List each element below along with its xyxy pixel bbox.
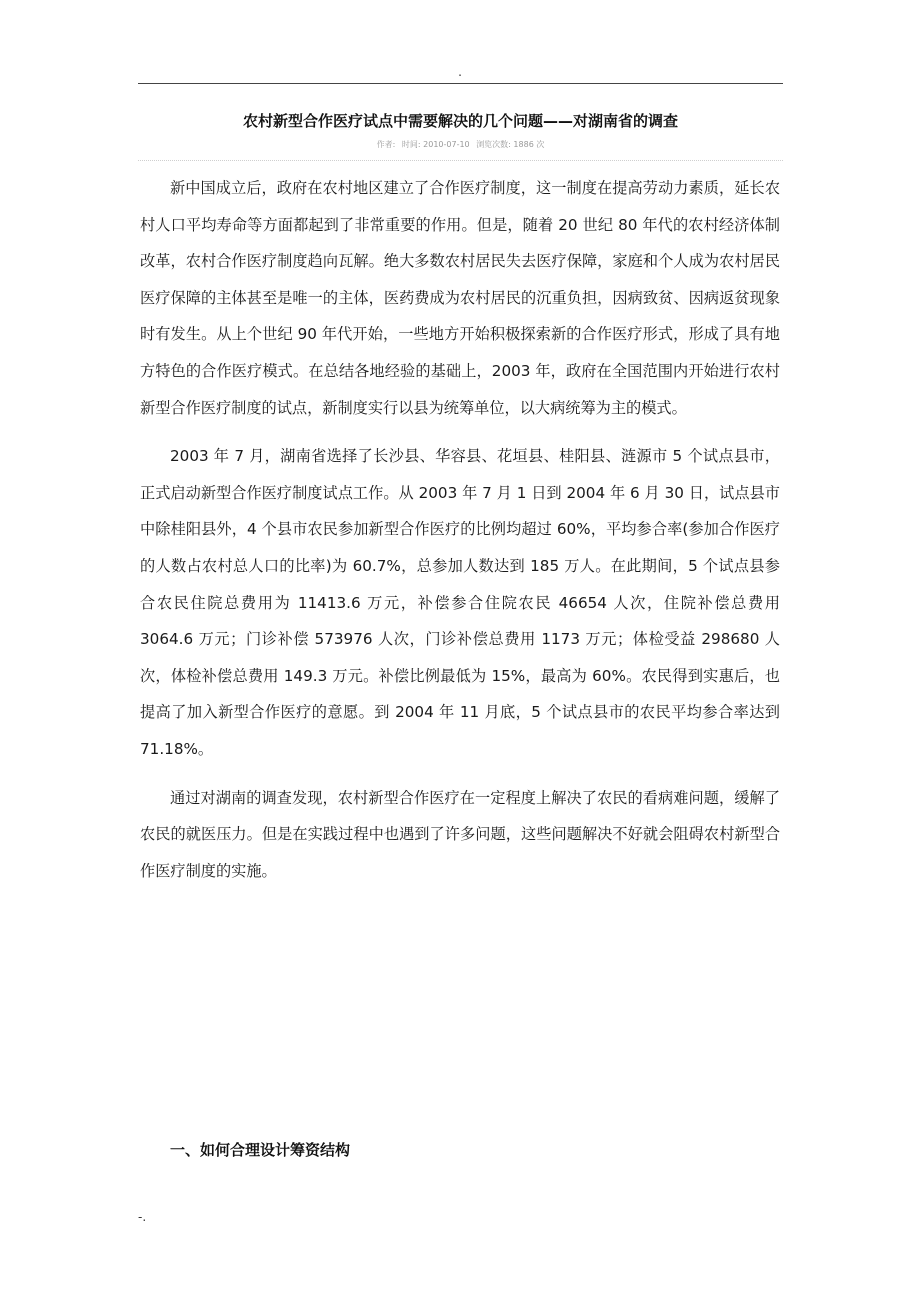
section-heading: 一、如何合理设计筹资结构 — [170, 1141, 351, 1159]
article-title: 农村新型合作医疗试点中需要解决的几个问题——对湖南省的调查 — [242, 112, 678, 130]
header-rule — [138, 83, 783, 84]
meta-divider — [138, 160, 783, 161]
meta-views: 浏览次数: 1886 次 — [476, 140, 545, 149]
meta-time: 时间: 2010-07-10 — [401, 140, 470, 149]
footer-mark: -. — [138, 1210, 147, 1224]
paragraph-3: 通过对湖南的调查发现，农村新型合作医疗在一定程度上解决了农民的看病难问题，缓解了农民的就医压力。但是在实践过程中也遇到了许多问题，这些问题解决不好就会阻碍农村新型合作医疗制度的实施。 — [140, 788, 780, 880]
header-mark: . — [458, 65, 462, 79]
paragraph-2: 2003 年 7 月，湖南省选择了长沙县、华容县、花垣县、桂阳县、涟源市 5 个试点县市，正式启动新型合作医疗制度试点工作。从 2003 年 7 月 1 日到 2004 年 6 月 30 日，试点县市中除桂阳县外，4 个县市农民参加新型合作医疗的比例均超过 60%，平均参合率(参加合作医疗的人数占农村总人口的比率)为 60.7%，总参加人数达到 185 万人。在此期间，5 个试点县参合农民住院总费用为 11413.6 万元，补偿参合住院农民 46654 人次，住院补偿总费用 3064.6 万元；门诊补偿 573976 人次，门诊补偿总费用 1173 万元；体检受益 298680 人次，体检补偿总费用 149.3 万元。补偿比例最低为 15%，最高为 60%。农民得到实惠后，也提高了加入新型合作医疗的意愿。到 2004 年 11 月底，5 个试点县市的农民平均参合率达到 71.18%。 — [140, 447, 780, 758]
paragraph-1: 新中国成立后，政府在农村地区建立了合作医疗制度，这一制度在提高劳动力素质，延长农村人口平均寿命等方面都起到了非常重要的作用。但是，随着 20 世纪 80 年代的农村经济体制改革，农村合作医疗制度趋向瓦解。绝大多数农村居民失去医疗保障，家庭和个人成为农村居民医疗保障的主体甚至是唯一的主体，医药费成为农村居民的沉重负担，因病致贫、因病返贫现象时有发生。从上个世纪 90 年代开始，一些地方开始积极探索新的合作医疗形式，形成了具有地方特色的合作医疗模式。在总结各地经验的基础上，2003 年，政府在全国范围内开始进行农村新型合作医疗制度的试点，新制度实行以县为统筹单位，以大病统筹为主的模式。 — [140, 179, 780, 417]
article-body — [140, 170, 780, 889]
meta-author: 作者: — [376, 140, 396, 149]
article-meta — [138, 139, 783, 151]
